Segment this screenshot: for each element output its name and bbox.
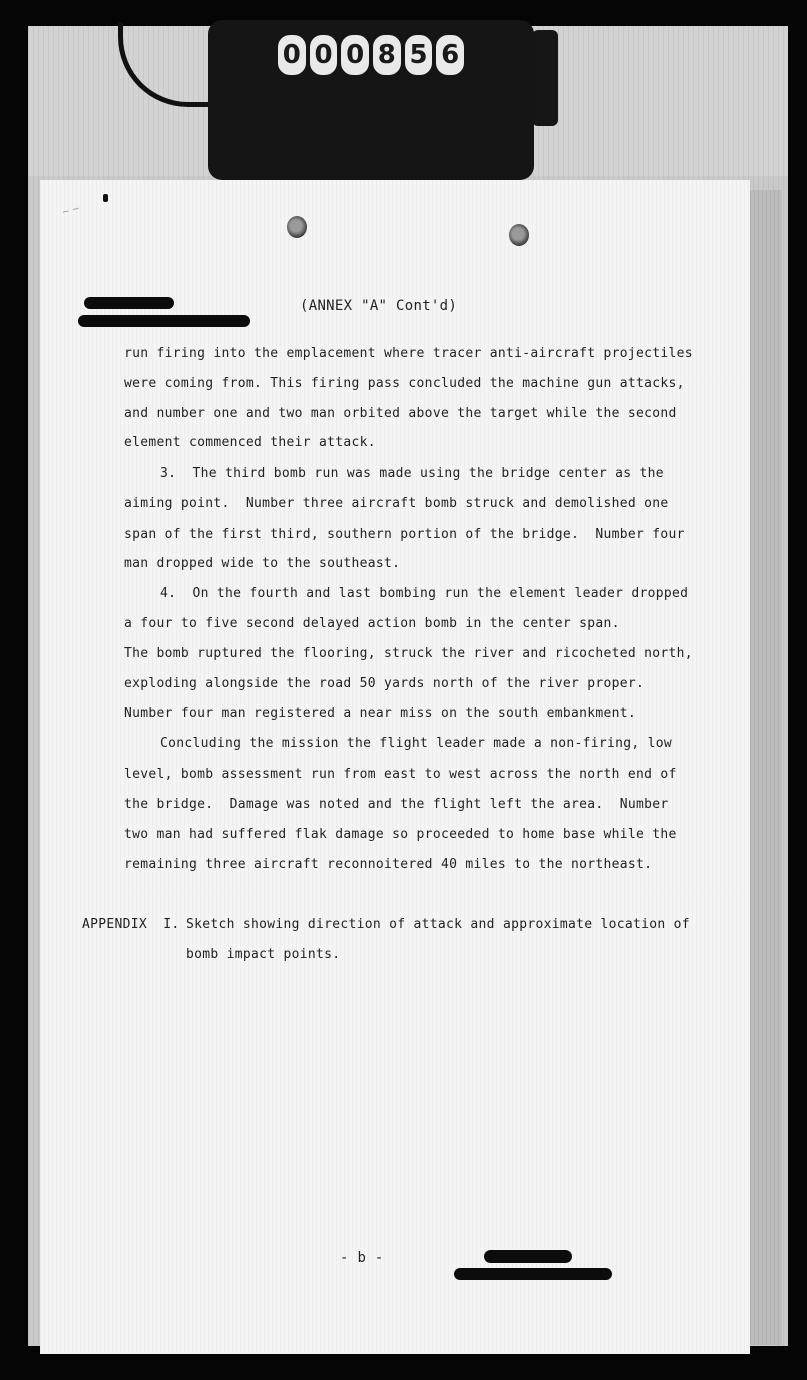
counter-digit: 8 <box>373 35 401 75</box>
body-line: run firing into the emplacement where tracer anti-aircraft projectiles <box>124 346 693 361</box>
body-line: element commenced their attack. <box>124 435 376 450</box>
punch-hole <box>509 224 529 246</box>
body-line: two man had suffered flak damage so proceeded to home base while the <box>124 827 677 842</box>
sheet-stack-edge <box>750 190 782 1345</box>
body-line: 4. On the fourth and last bombing run the element leader dropped <box>160 586 689 601</box>
body-line: man dropped wide to the southeast. <box>124 556 401 571</box>
body-line: the bridge. Damage was noted and the flight left the area. Number <box>124 797 669 812</box>
counter-digit: 6 <box>436 35 464 75</box>
body-line: were coming from. This firing pass concluded the machine gun attacks, <box>124 376 685 391</box>
body-line: aiming point. Number three aircraft bomb struck and demolished one <box>124 496 669 511</box>
ink-mark <box>103 194 108 202</box>
punch-hole <box>287 216 307 238</box>
body-line: 3. The third bomb run was made using the bridge center as the <box>160 466 664 481</box>
redaction-bar <box>84 297 174 309</box>
appendix-description: Sketch showing direction of attack and approximate location of <box>186 917 690 932</box>
redaction-bar <box>454 1268 612 1280</box>
body-line: and number one and two man orbited above the target while the second <box>124 406 677 421</box>
body-line: Number four man registered a near miss on the south embankment. <box>124 706 636 721</box>
body-line: The bomb ruptured the flooring, struck the river and ricocheted north, <box>124 646 693 661</box>
pencil-mark: ~ ~ <box>61 203 81 219</box>
counter-digit: 0 <box>278 35 306 75</box>
body-line: span of the first third, southern portion of the bridge. Number four <box>124 527 685 542</box>
body-line: remaining three aircraft reconnoitered 40 miles to the northeast. <box>124 857 653 872</box>
redaction-bar <box>78 315 250 327</box>
appendix-label: APPENDIX I. <box>82 917 180 932</box>
body-line: Concluding the mission the flight leader made a non-firing, low <box>160 736 672 751</box>
counter-tab <box>532 30 558 126</box>
redaction-bar <box>484 1250 572 1263</box>
frame-counter-digits <box>278 34 464 76</box>
page-number: - b - <box>340 1250 384 1266</box>
counter-digit: 0 <box>310 35 338 75</box>
appendix-description-continued: bomb impact points. <box>186 947 341 962</box>
body-line: exploding alongside the road 50 yards north of the river proper. <box>124 676 645 691</box>
annex-heading: (ANNEX "A" Cont'd) <box>300 298 458 314</box>
body-line: level, bomb assessment run from east to west across the north end of <box>124 767 677 782</box>
body-line: a four to five second delayed action bomb in the center span. <box>124 616 620 631</box>
counter-digit: 5 <box>405 35 433 75</box>
counter-digit: 0 <box>341 35 369 75</box>
